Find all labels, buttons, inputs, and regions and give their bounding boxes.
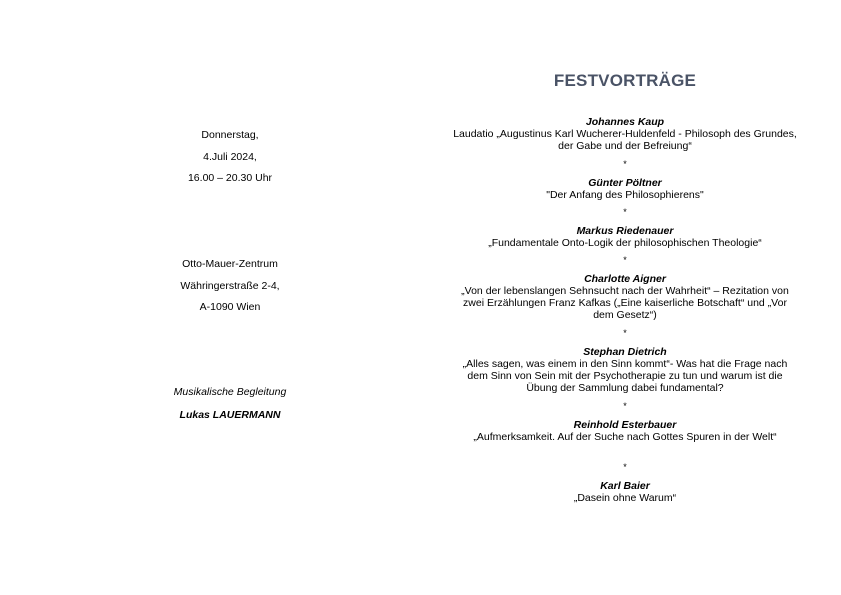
talk-title: „Alles sagen, was einem in den Sinn kommt“- Was hat die Frage nach dem Sinn von Sein mit der Psychotherapie zu tun und warum ist die Übung der Sammlung dabei fundamental? [462, 358, 788, 394]
separator: * [623, 255, 627, 265]
talk-speaker: Karl Baier [600, 480, 650, 492]
separator: * [623, 159, 627, 169]
talk-title: Laudatio „Augustinus Karl Wucherer-Huldenfeld - Philosoph des Grundes, der Gabe und der Befreiung“ [453, 128, 797, 152]
talk-item [452, 346, 798, 394]
venue-street: Währingerstraße 2-4, [180, 280, 280, 292]
talk-speaker: Johannes Kaup [585, 116, 665, 128]
talk-speaker: Stephan Dietrich [583, 346, 667, 358]
talk-item [452, 177, 798, 201]
event-time: 16.00 – 20.30 Uhr [187, 172, 273, 184]
talk-item [452, 419, 798, 443]
talk-speaker: Reinhold Esterbauer [573, 419, 677, 431]
separator: * [623, 207, 627, 217]
venue-name: Otto-Mauer-Zentrum [182, 258, 278, 270]
talk-title: „Aufmerksamkeit. Auf der Suche nach Gottes Spuren in der Welt“ [473, 431, 777, 443]
event-day: Donnerstag, [201, 129, 259, 141]
venue-city: A-1090 Wien [199, 301, 261, 313]
talk-speaker: Charlotte Aigner [584, 273, 666, 285]
talk-title: „Fundamentale Onto-Logik der philosophischen Theologie“ [488, 237, 762, 249]
separator: * [623, 401, 627, 411]
talk-speaker: Markus Riedenauer [576, 225, 674, 237]
program-title: FESTVORTRÄGE [553, 71, 697, 90]
talk-item [452, 480, 798, 504]
separator: * [623, 462, 627, 472]
talk-title: "Der Anfang des Philosophierens" [546, 189, 704, 201]
talk-speaker: Günter Pöltner [588, 177, 662, 189]
musician-name: Lukas LAUERMANN [179, 409, 281, 421]
talk-title: „Von der lebenslangen Sehnsucht nach der Wahrheit“ – Rezitation von zwei Erzählungen Franz Kafkas („Eine kaiserliche Botschaft“ und „Vor dem Gesetz“) [461, 285, 789, 321]
talk-title: „Dasein ohne Warum“ [573, 492, 677, 504]
music-label: Musikalische Begleitung [173, 386, 287, 398]
separator: * [623, 328, 627, 338]
talk-item [452, 273, 798, 321]
event-date: 4.Juli 2024, [203, 151, 257, 163]
talk-item [452, 225, 798, 249]
talk-item [452, 116, 798, 152]
